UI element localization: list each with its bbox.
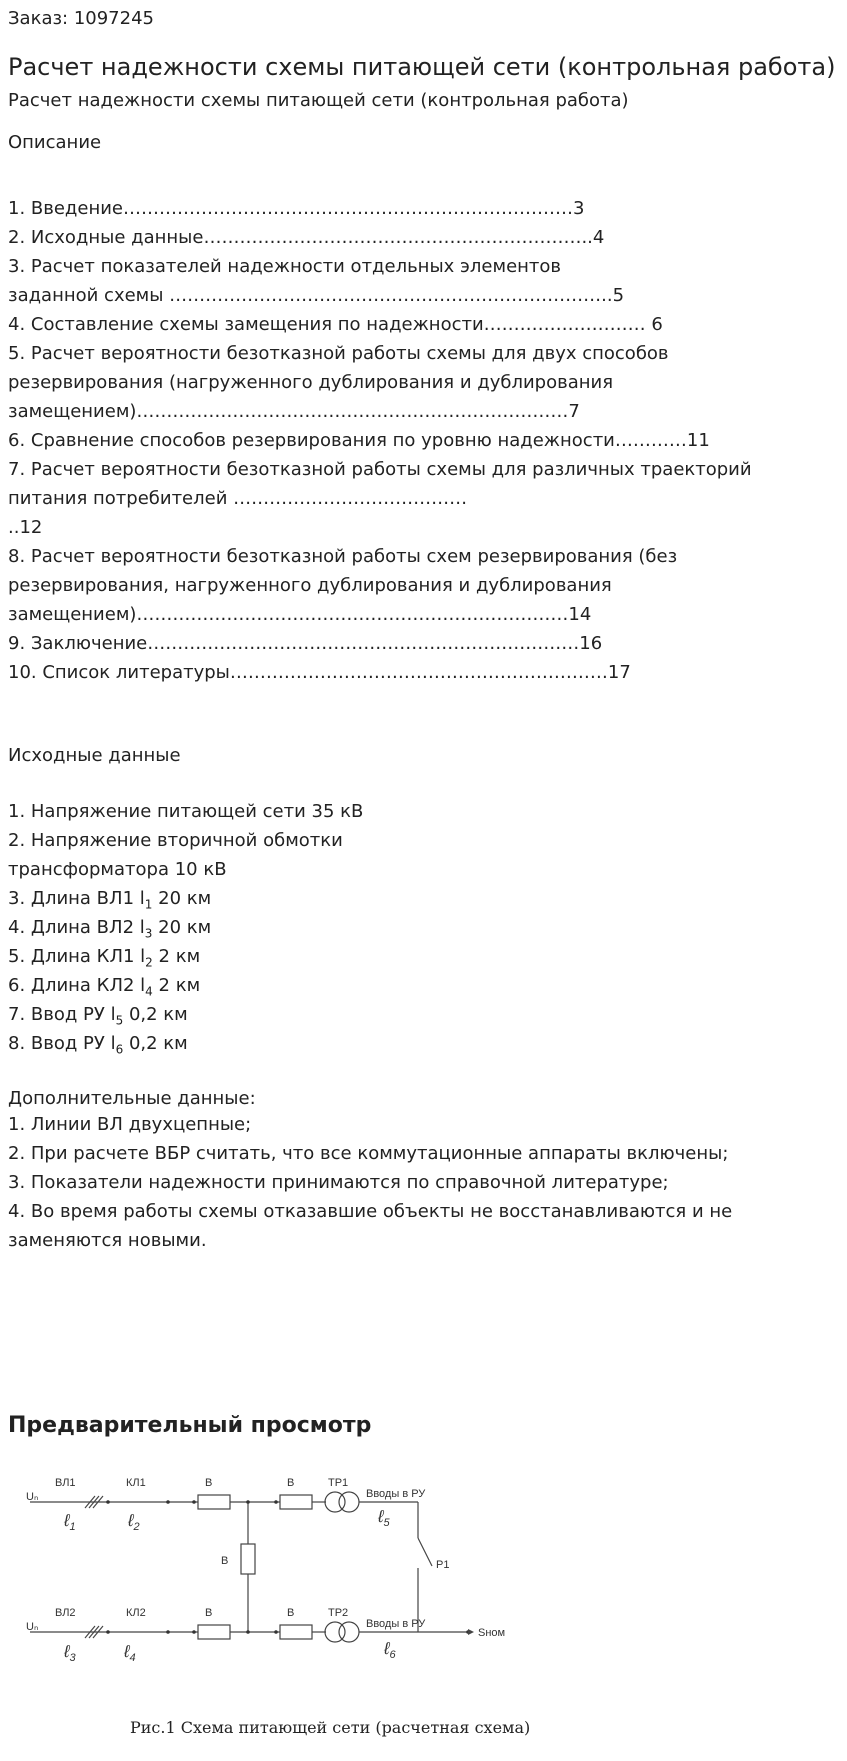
transformer-tr2-secondary xyxy=(339,1622,359,1642)
source-data-item xyxy=(8,971,838,1000)
breaker-b3-label: В xyxy=(221,1555,229,1567)
source-data-value: 2 км xyxy=(152,975,201,996)
source-data-text: 3. Длина ВЛ1 l xyxy=(8,888,145,909)
voltage-top-label: Uₙ xyxy=(26,1491,39,1503)
breaker-b5 xyxy=(280,1625,312,1639)
switch-p1-label: Р1 xyxy=(436,1559,450,1571)
length-l4: ℓ$_4$ xyxy=(124,1642,136,1664)
toc-line: 8. Расчет вероятности безотказной работы схем резервирования (без xyxy=(8,546,678,567)
kl1-label: КЛ1 xyxy=(126,1477,146,1489)
source-data-item xyxy=(8,855,838,884)
length-l1: ℓ$_1$ xyxy=(64,1511,76,1533)
input-bottom-label: Вводы в РУ xyxy=(366,1618,426,1630)
length-l3: ℓ$_3$ xyxy=(64,1642,76,1664)
source-data-item xyxy=(8,826,838,855)
document-page xyxy=(8,8,838,1255)
toc-line: замещением)………………………………………………………………7 xyxy=(8,401,580,422)
toc-line: резервирования (нагруженного дублирования и дублирования xyxy=(8,372,614,393)
extra-data-item: 4. Во время работы схемы отказавшие объекты не восстанавливаются и не xyxy=(8,1201,733,1222)
toc-line: питания потребителей ………………………………… xyxy=(8,488,468,509)
toc-line: 7. Расчет вероятности безотказной работы схемы для различных траекторий xyxy=(8,459,752,480)
toc-line: 5. Расчет вероятности безотказной работы схемы для двух способов xyxy=(8,343,669,364)
source-data-text: 2. Напряжение вторичной обмотки xyxy=(8,830,343,851)
source-data-value: 20 км xyxy=(152,917,212,938)
source-data-label: Исходные данные xyxy=(8,745,181,766)
source-data-item xyxy=(8,1000,838,1029)
extra-data-label: Дополнительные данные: xyxy=(8,1088,256,1109)
extra-data-item: 3. Показатели надежности принимаются по справочной литературе; xyxy=(8,1172,669,1193)
vl2-label: ВЛ2 xyxy=(55,1607,76,1619)
toc-line: ..12 xyxy=(8,517,43,538)
source-data-item xyxy=(8,1029,838,1058)
toc-line: 9. Заключение………………………………………………………………16 xyxy=(8,633,603,654)
source-data-subscript: 6 xyxy=(115,1042,124,1057)
breaker-b4-label: В xyxy=(205,1607,213,1619)
toc-line: замещением)………………………………………………………………14 xyxy=(8,604,592,625)
length-l2: ℓ$_2$ xyxy=(128,1511,140,1533)
tr1-label: ТР1 xyxy=(328,1477,349,1489)
source-data-text: 7. Ввод РУ l xyxy=(8,1004,116,1025)
extra-data-item: 2. При расчете ВБР считать, что все коммутационные аппараты включены; xyxy=(8,1143,729,1164)
source-data-text: 8. Ввод РУ l xyxy=(8,1033,116,1054)
toc-line: резервирования, нагруженного дублирования и дублирования xyxy=(8,575,612,596)
toc-line: заданной схемы ………………………………………………………………..5 xyxy=(8,285,625,306)
source-data-value: 2 км xyxy=(152,946,201,967)
source-data-value: 20 км xyxy=(152,888,212,909)
toc-line: 3. Расчет показателей надежности отдельных элементов xyxy=(8,256,562,277)
toc-line: 6. Сравнение способов резервирования по уровню надежности…………11 xyxy=(8,430,710,451)
breaker-b4 xyxy=(198,1625,230,1639)
source-data-value: 0,2 км xyxy=(123,1033,188,1054)
source-data-text: 6. Длина КЛ2 l xyxy=(8,975,146,996)
source-data-subscript: 1 xyxy=(144,897,153,912)
source-data-value: 0,2 км xyxy=(123,1004,188,1025)
transformer-tr1-secondary xyxy=(339,1492,359,1512)
source-data-item xyxy=(8,797,838,826)
extra-data-item: 1. Линии ВЛ двухцепные; xyxy=(8,1114,252,1135)
input-top-label: Вводы в РУ xyxy=(366,1488,426,1500)
circuit-diagram xyxy=(8,1456,528,1696)
snom-label: Sном xyxy=(478,1627,506,1639)
toc-line: 4. Составление схемы замещения по надежности……………………… 6 xyxy=(8,314,663,335)
page-subtitle: Расчет надежности схемы питающей сети (контрольная работа) xyxy=(8,90,629,111)
kl2-label: КЛ2 xyxy=(126,1607,146,1619)
source-data-subscript: 2 xyxy=(145,955,153,970)
breaker-b3 xyxy=(241,1544,255,1574)
voltage-bottom-label: Uₙ xyxy=(26,1621,39,1633)
source-data-list xyxy=(8,797,838,1058)
breaker-b2-label: В xyxy=(287,1477,295,1489)
description-label: Описание xyxy=(8,132,102,153)
breaker-b1 xyxy=(198,1495,230,1509)
tr2-label: ТР2 xyxy=(328,1607,349,1619)
source-data-text: трансформатора 10 кВ xyxy=(8,859,227,880)
source-data-text: 4. Длина ВЛ2 l xyxy=(8,917,145,938)
page-title: Расчет надежности схемы питающей сети (контрольная работа) xyxy=(8,53,836,81)
preview-heading: Предварительный просмотр xyxy=(8,1413,372,1438)
source-data-subscript: 3 xyxy=(144,926,153,941)
toc-line: 10. Список литературы………………………………………………………17 xyxy=(8,662,631,683)
source-data-item xyxy=(8,884,838,913)
table-of-contents xyxy=(8,194,838,687)
breaker-b2 xyxy=(280,1495,312,1509)
source-data-subscript: 5 xyxy=(115,1013,124,1028)
vl1-label: ВЛ1 xyxy=(55,1477,76,1489)
extra-data-item: заменяются новыми. xyxy=(8,1230,207,1251)
breaker-b5-label: В xyxy=(287,1607,295,1619)
toc-line: 2. Исходные данные………………………………………………………..4 xyxy=(8,227,605,248)
extra-data-list xyxy=(8,1110,838,1255)
toc-line: 1. Введение…………………………………………………………………3 xyxy=(8,198,585,219)
breaker-b1-label: В xyxy=(205,1477,213,1489)
length-l6: ℓ$_6$ xyxy=(384,1639,396,1661)
source-data-item xyxy=(8,913,838,942)
order-number: Заказ: 1097245 xyxy=(8,8,154,29)
length-l5: ℓ$_5$ xyxy=(378,1507,390,1529)
source-data-item xyxy=(8,942,838,971)
figure-caption: Рис.1 Схема питающей сети (расчетная схема) xyxy=(130,1718,531,1737)
source-data-text: 1. Напряжение питающей сети 35 кВ xyxy=(8,801,364,822)
source-data-text: 5. Длина КЛ1 l xyxy=(8,946,146,967)
switch-p1 xyxy=(418,1538,432,1566)
source-data-subscript: 4 xyxy=(145,984,153,999)
